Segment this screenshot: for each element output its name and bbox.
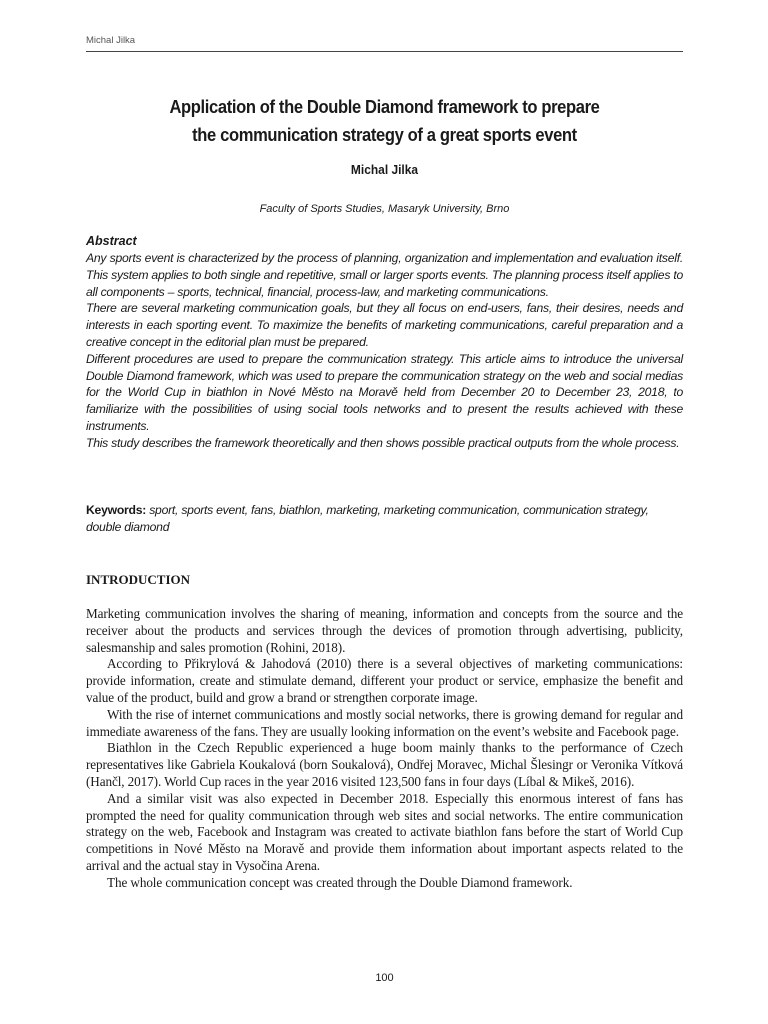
introduction-body [86, 606, 683, 892]
body-paragraph: The whole communication concept was created through the Double Diamond framework. [107, 874, 573, 890]
keywords-label: Keywords: [86, 503, 147, 517]
abstract-paragraph: Any sports event is characterized by the process of planning, organization and implementation and evaluation itself. This system applies to both single and repetitive, small or larger sports events. The planning process itself applies to all components – sports, technical, financial, process-law, and marketing communications. [86, 251, 683, 299]
keywords [86, 502, 683, 536]
running-head: Michal Jilka [86, 35, 136, 46]
abstract-paragraph: This study describes the framework theoretically and then shows possible practical outputs from the whole process. [86, 435, 680, 450]
body-paragraph: And a similar visit was also expected in December 2018. Especially this enormous interest of fans has prompted the need for quality communication through web sites and social networks. The entire communication strategy on the web, Facebook and Instagram was created to activate biathlon fans before the start of World Cup competitions in Nové Město na Moravě and provide them information about important aspects related to the arrival and the actual stay in Vysočina Arena. [86, 790, 683, 873]
body-paragraph: With the rise of internet communications and mostly social networks, there is growing demand for regular and immediate awareness of the fans. They are usually looking information on the event’s website and Facebook page. [86, 706, 683, 739]
article-title [110, 93, 659, 149]
header-rule [86, 51, 683, 52]
author-affiliation: Faculty of Sports Studies, Masaryk University, Brno [259, 203, 510, 215]
title-line-2: the communication strategy of a great sports event [192, 125, 577, 145]
title-line-1: Application of the Double Diamond framework to prepare [169, 97, 600, 117]
abstract-section [86, 233, 683, 452]
abstract-heading: Abstract [86, 234, 137, 248]
author-name: Michal Jilka [350, 162, 419, 177]
page-number: 100 [375, 972, 394, 984]
body-paragraph: According to Přikrylová & Jahodová (2010) there is a several objectives of marketing communications: provide information, create and stimulate demand, different your product or service, emphasize the benefit and value of the product, build and grow a brand or strengthen corporate image. [86, 656, 683, 705]
abstract-paragraph: There are several marketing communication goals, but they all focus on end-users, fans, their desires, needs and interests in each sporting event. To maximize the benefits of marketing communications, careful preparation and a creative concept in the editorial plan must be prepared. [86, 301, 683, 349]
abstract-paragraph: Different procedures are used to prepare the communication strategy. This article aims to introduce the universal Double Diamond framework, which was used to prepare the communication strategy on the web and social medias for the World Cup in biathlon in Nové Město na Moravě held from December 20 to December 23, 2018, to familiarize with the possibilities of using social tools networks and to present the results achieved with these instruments. [86, 351, 683, 433]
body-paragraph: Biathlon in the Czech Republic experienced a huge boom mainly thanks to the performance of Czech representatives like Gabriela Koukalová (born Soukalová), Ondřej Moravec, Michal Šlesingr or Veronika Vítková (Hančl, 2017). World Cup races in the year 2016 visited 123,500 fans in four days (Líbal & Mikeš, 2016). [86, 740, 683, 789]
body-paragraph: Marketing communication involves the sharing of meaning, information and concepts from the source and the receiver about the products and services through the devices of promotion through advertising, publicity, salesmanship and sales promotion (Rohini, 2018). [86, 606, 683, 655]
introduction-heading: INTRODUCTION [86, 572, 191, 587]
keywords-text: sport, sports event, fans, biathlon, marketing, marketing communication, communication strategy, double diamond [86, 503, 649, 534]
